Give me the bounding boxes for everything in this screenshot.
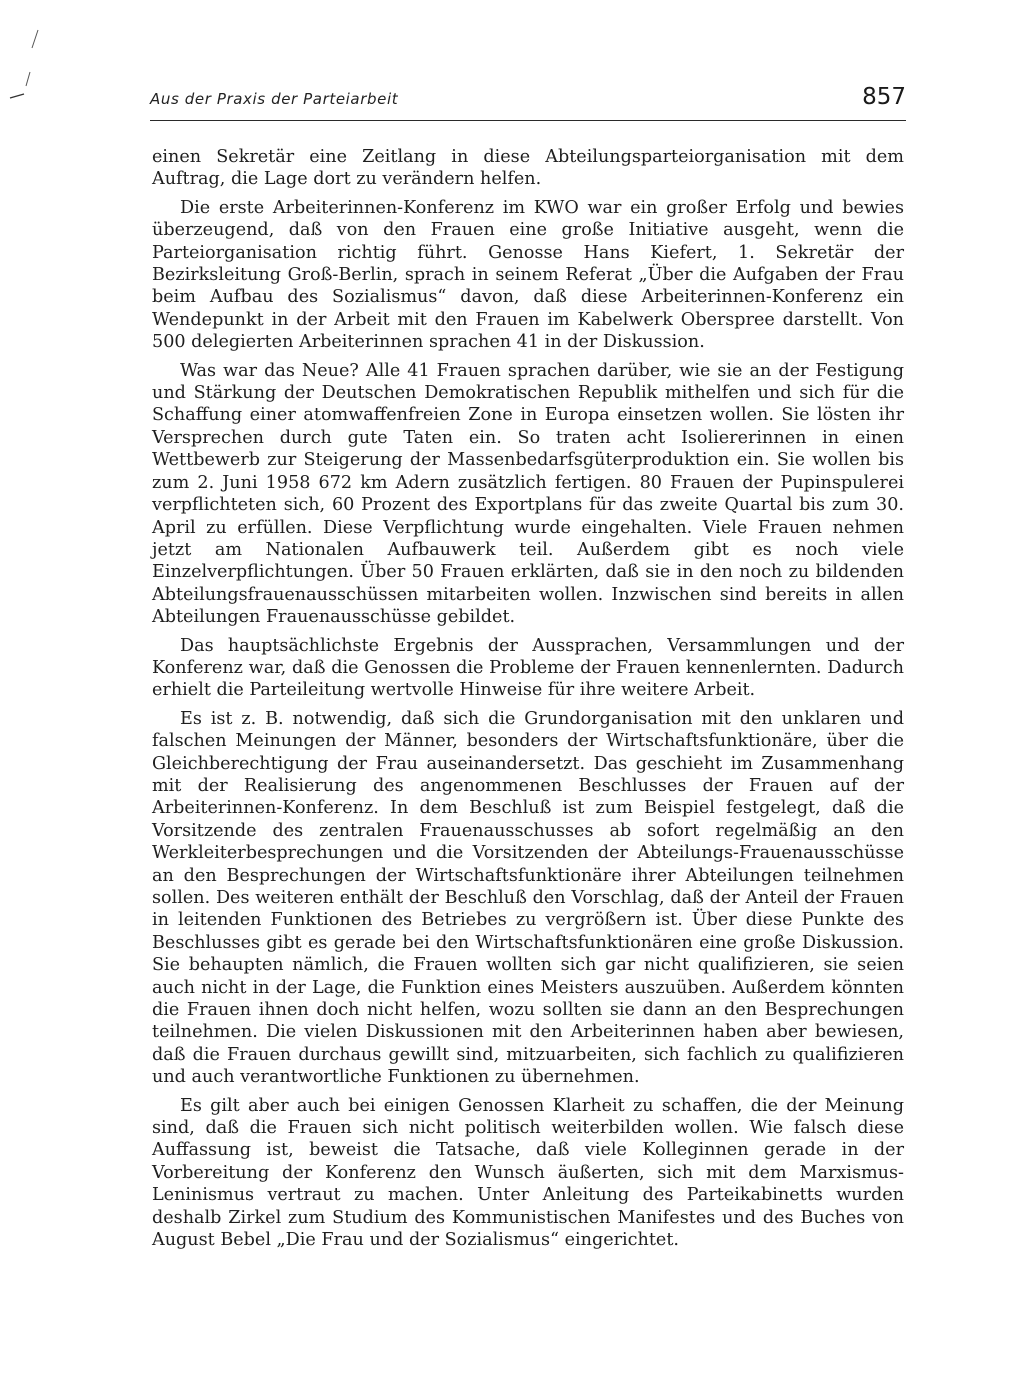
paragraph: Die erste Arbeiterinnen-Konferenz im KWO war ein großer Erfolg und bewies überzeugend, daß von den Frauen eine große Initiative ausgeht, wenn die Parteiorganisation richtig führt. Genosse Hans Kiefert, 1. Sekretär der Bezirksleitung Groß-Berlin, sprach in seinem Referat „Über die Aufgaben der Frau beim Aufbau des Sozialismus“ davon, daß diese Arbeiterinnen-Konferenz ein Wendepunkt in der Arbeit mit den Frauen im Kabelwerk Oberspree darstellt. Von 500 delegierten Arbeiterinnen sprachen 41 in der Diskussion.	[152, 197, 904, 353]
paragraph: Es ist z. B. notwendig, daß sich die Grundorganisation mit den unklaren und falschen Meinungen der Männer, besonders der Wirtschaftsfunktionäre, über die Gleichberechtigung der Frau auseinandersetzt. Das geschieht im Zusammenhang mit der Realisierung des angenommenen Beschlusses der Frauen auf der Arbeiterinnen-Konferenz. In dem Beschluß ist zum Beispiel festgelegt, daß die Vorsitzende des zentralen Frauenausschusses ab sofort regelmäßig an den Werkleiterbesprechungen und die Vorsitzenden der Abteilungs-Frauenausschüsse an den Besprechungen der Wirtschaftsfunktionäre ihrer Abteilungen teilnehmen sollen. Des weiteren enthält der Beschluß den Vorschlag, daß der Anteil der Frauen in leitenden Funktionen des Betriebes zu vergrößern ist. Über diese Punkte des Beschlusses gibt es gerade bei den Wirtschaftsfunktionären eine große Diskussion. Sie behaupten nämlich, die Frauen wollten sich gar nicht qualifizieren, sie seien auch nicht in der Lage, die Funktion eines Meisters auszuüben. Außerdem könnten die Frauen ihnen doch nicht helfen, wozu sollten sie dann an den Besprechungen teilnehmen. Die vielen Diskussionen mit den Arbeiterinnen haben aber bewiesen, daß die Frauen durchaus gewillt sind, mitzuarbeiten, sich fachlich zu qualifizieren und auch verantwortliche Funktionen zu übernehmen.	[152, 708, 904, 1088]
paragraph: Es gilt aber auch bei einigen Genossen Klarheit zu schaffen, die der Meinung sind, daß die Frauen sich nicht politisch weiterbilden wollen. Wie falsch diese Auffassung ist, beweist die Tatsache, daß viele Kolleginnen gerade in der Vorbereitung der Konferenz den Wunsch äußerten, sich mit dem Marxismus-Leninismus vertraut zu machen. Unter Anleitung des Parteikabinetts wurden deshalb Zirkel zum Studium des Kommunistischen Manifestes und des Buches von August Bebel „Die Frau und der Sozialismus“ eingerichtet.	[152, 1095, 904, 1251]
paragraph: Was war das Neue? Alle 41 Frauen sprachen darüber, wie sie an der Festigung und Stärkung der Deutschen Demokratischen Republik mithelfen und sich für die Schaffung einer atomwaffenfreien Zone in Europa einsetzen wollen. Sie lösten ihr Versprechen durch gute Taten ein. So traten acht Isoliererinnen in einen Wettbewerb zur Steigerung der Massenbedarfsgüterproduktion ein. Sie wollen bis zum 2. Juni 1958 672 km Adern zusätzlich fertigen. 80 Frauen der Pupinspulerei verpflichteten sich, 60 Prozent des Exportplans für das zweite Quartal bis zum 30. April zu erfüllen. Diese Verpflichtung wurde eingehalten. Viele Frauen nehmen jetzt am Nationalen Aufbauwerk teil. Außerdem gibt es noch viele Einzelverpflichtungen. Über 50 Frauen erklärten, daß sie in den noch zu bildenden Abteilungsfrauenausschüssen mitarbeiten wollen. Inzwischen sind bereits in allen Abteilungen Frauenausschüsse gebildet.	[152, 360, 904, 628]
paragraph: Das hauptsächlichste Ergebnis der Aussprachen, Versammlungen und der Konferenz war, daß die Genossen die Probleme der Frauen kennenlernten. Dadurch erhielt die Parteileitung wertvolle Hinweise für ihre weitere Arbeit.	[152, 635, 904, 701]
running-header-title: Aus der Praxis der Parteiarbeit	[150, 90, 399, 108]
paragraph: einen Sekretär eine Zeitlang in diese Abteilungsparteiorganisation mit dem Auftrag, die Lage dort zu verändern helfen.	[152, 147, 904, 190]
page-number: 857	[862, 84, 906, 110]
body-text	[152, 146, 904, 1258]
pencil-margin-mark	[8, 28, 48, 108]
running-header	[150, 86, 906, 121]
